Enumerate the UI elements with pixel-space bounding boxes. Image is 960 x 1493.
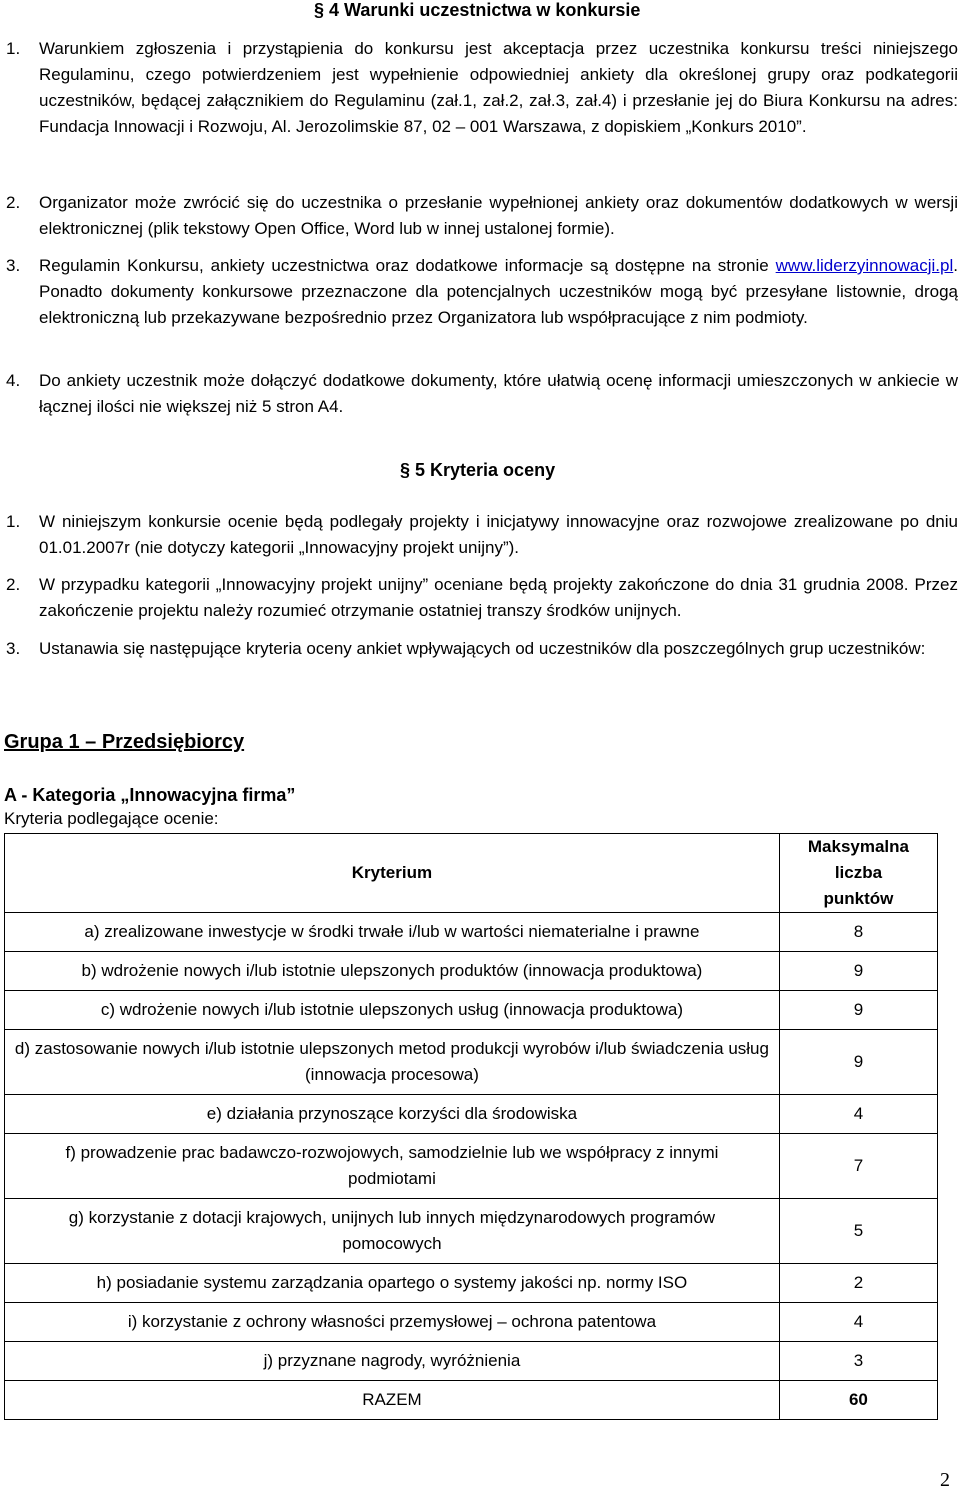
criterion-cell: b) wdrożenie nowych i/lub istotnie ulepszonych produktów (innowacja produktowa) xyxy=(5,952,780,991)
table-row xyxy=(5,952,938,991)
table-row xyxy=(5,1199,938,1264)
sec4-item-1 xyxy=(6,36,958,140)
criteria-table xyxy=(4,833,938,1420)
total-value: 60 xyxy=(779,1381,937,1420)
sec5-item-1 xyxy=(6,509,958,561)
criterion-cell: g) korzystanie z dotacji krajowych, unijnych lub innych międzynarodowych programów pomocowych xyxy=(5,1199,780,1264)
item-number: 4. xyxy=(6,371,21,390)
points-cell: 9 xyxy=(779,952,937,991)
sec5-item-2 xyxy=(6,572,958,624)
section-4-title: § 4 Warunki uczestnictwa w konkursie xyxy=(314,0,641,20)
item-text-after: . Ponadto dokumenty konkursowe przeznaczone dla potencjalnych uczestników mogą być przesyłane listownie, drogą elektroniczną lub przekazywane bezpośrednio przez Organizatora lub współpracujące z nim podmioty. xyxy=(39,256,958,327)
criterion-cell: i) korzystanie z ochrony własności przemysłowej – ochrona patentowa xyxy=(5,1303,780,1342)
points-cell: 9 xyxy=(779,991,937,1030)
table-row xyxy=(5,1264,938,1303)
item-text: Ustanawia się następujące kryteria oceny ankiet wpływających od uczestników dla poszczególnych grup uczestników: xyxy=(39,639,926,658)
item-text xyxy=(39,253,958,331)
points-cell: 4 xyxy=(779,1303,937,1342)
table-row xyxy=(5,991,938,1030)
criterion-cell: d) zastosowanie nowych i/lub istotnie ulepszonych metod produkcji wyrobów i/lub świadczenia usług (innowacja procesowa) xyxy=(5,1030,780,1095)
criterion-cell: j) przyznane nagrody, wyróżnienia xyxy=(5,1342,780,1381)
item-number: 1. xyxy=(6,39,21,58)
page-number: 2 xyxy=(940,1469,950,1491)
criterion-cell: c) wdrożenie nowych i/lub istotnie ulepszonych usług (innowacja produktowa) xyxy=(5,991,780,1030)
group-title: Grupa 1 – Przedsiębiorcy xyxy=(4,731,245,753)
header-points: Maksymalna liczba punktów xyxy=(779,834,937,913)
sec4-item-3 xyxy=(6,253,958,331)
sec5-item-3 xyxy=(6,636,958,662)
criterion-cell: h) posiadanie systemu zarządzania opartego o systemy jakości np. normy ISO xyxy=(5,1264,780,1303)
item-text: W przypadku kategorii „Innowacyjny projekt unijny” oceniane będą projekty zakończone do dnia 31 grudnia 2008. Przez zakończenie projektu należy rozumieć otrzymanie ostatniej transzy środków unijnych. xyxy=(39,575,958,620)
item-number: 3. xyxy=(6,256,21,275)
criterion-cell: a) zrealizowane inwestycje w środki trwałe i/lub w wartości niematerialne i prawne xyxy=(5,913,780,952)
total-label: RAZEM xyxy=(5,1381,780,1420)
item-text: Do ankiety uczestnik może dołączyć dodatkowe dokumenty, które ułatwią ocenę informacji umieszczonych w ankiecie w łącznej ilości nie większej niż 5 stron A4. xyxy=(39,371,958,416)
table-row xyxy=(5,1134,938,1199)
table-header-row xyxy=(5,834,938,913)
item-text: W niniejszym konkursie ocenie będą podlegały projekty i inicjatywy innowacyjne oraz rozwojowe zrealizowane po dniu 01.01.2007r (nie dotyczy kategorii „Innowacyjny projekt unijny”). xyxy=(39,512,958,557)
table-row xyxy=(5,1030,938,1095)
table-row xyxy=(5,1303,938,1342)
criteria-subtitle: Kryteria podlegające ocenie: xyxy=(4,809,219,828)
points-cell: 8 xyxy=(779,913,937,952)
sec4-item-2 xyxy=(6,190,958,242)
item-number: 2. xyxy=(6,575,21,594)
item-number: 1. xyxy=(6,512,21,531)
item-number: 3. xyxy=(6,639,21,658)
section-5-title: § 5 Kryteria oceny xyxy=(400,460,556,480)
table-row xyxy=(5,1342,938,1381)
points-cell: 5 xyxy=(779,1199,937,1264)
sec4-item-4 xyxy=(6,368,958,420)
criterion-cell: f) prowadzenie prac badawczo-rozwojowych, samodzielnie lub we współpracy z innymi podmiotami xyxy=(5,1134,780,1199)
points-cell: 9 xyxy=(779,1030,937,1095)
table-row xyxy=(5,913,938,952)
points-cell: 4 xyxy=(779,1095,937,1134)
table-row xyxy=(5,1095,938,1134)
item-text: Warunkiem zgłoszenia i przystąpienia do konkursu jest akceptacja przez uczestnika konkursu treści niniejszego Regulaminu, czego potwierdzeniem jest wypełnienie odpowiedniej ankiety dla określonej grupy oraz podkategorii uczestników, będącej załącznikiem do Regulaminu (zał.1, zał.2, zał.3, zał.4) i przesłanie jej do Biura Konkursu na adres: Fundacja Innowacji i Rozwoju, Al. Jerozolimskie 87, 02 – 001 Warszawa, z dopiskiem „Konkurs 2010”. xyxy=(39,39,958,136)
points-cell: 2 xyxy=(779,1264,937,1303)
category-title: A - Kategoria „Innowacyjna firma” xyxy=(4,785,296,805)
header-criterion: Kryterium xyxy=(5,834,780,913)
website-link[interactable]: www.liderzyinnowacji.pl xyxy=(775,256,954,275)
item-text: Organizator może zwrócić się do uczestnika o przesłanie wypełnionej ankiety oraz dokumentów dodatkowych w wersji elektronicznej (plik tekstowy Open Office, Word lub w innej ustalonej formie). xyxy=(39,193,958,238)
table-total-row xyxy=(5,1381,938,1420)
points-cell: 3 xyxy=(779,1342,937,1381)
points-cell: 7 xyxy=(779,1134,937,1199)
criterion-cell: e) działania przynoszące korzyści dla środowiska xyxy=(5,1095,780,1134)
item-text-before: Regulamin Konkursu, ankiety uczestnictwa oraz dodatkowe informacje są dostępne na stronie xyxy=(39,256,776,275)
item-number: 2. xyxy=(6,193,21,212)
